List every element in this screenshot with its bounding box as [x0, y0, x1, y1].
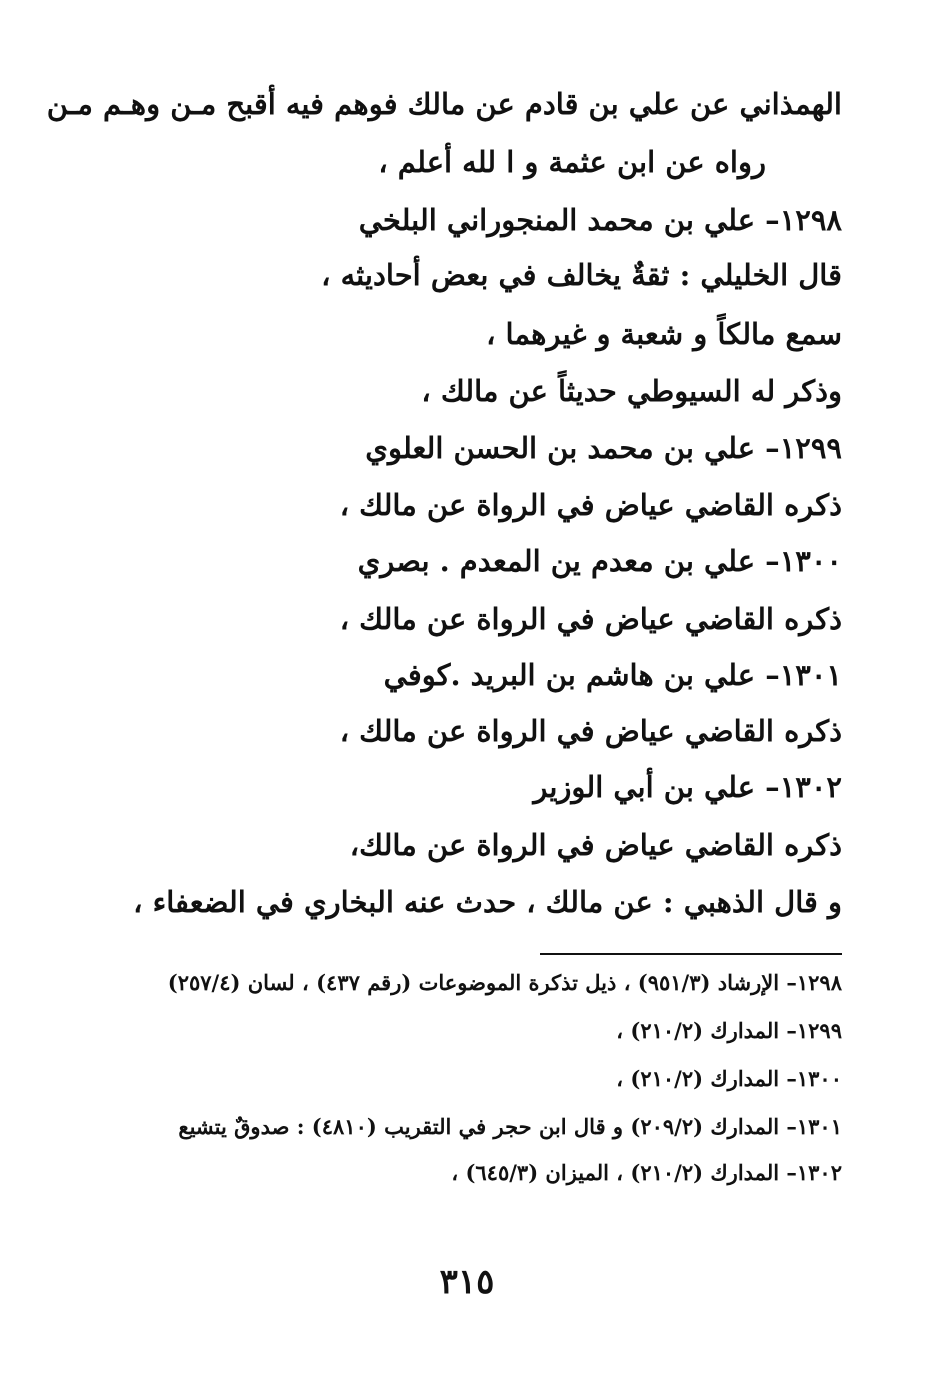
body-line-15: و قال الذهبي : عن مالك ، حدث عنه البخاري في الضعفاء ، — [133, 885, 842, 919]
body-line-4: قال الخليلي : ثقةٌ يخالف في بعض أحاديثه ، — [321, 258, 842, 292]
body-line-1: الهمذاني عن علي بن قادم عن مالك فوهم فيه أقبح مـن وهـم مـن — [46, 87, 842, 121]
entry-heading-1298: ١٢٩٨– علي بن محمد المنجوراني البلخي — [358, 203, 842, 237]
body-line-2: رواه عن ابن عثمة و ا لله أعلم ، — [378, 145, 766, 179]
footnote-1301: ١٣٠١– المدارك (٢٠٩/٢) و قال ابن حجر في التقريب (٤٨١٠) : صدوقٌ يتشيع — [178, 1114, 842, 1139]
footnote-1299: ١٢٩٩– المدارك (٢١٠/٢) ، — [616, 1018, 842, 1043]
entry-heading-1299: ١٢٩٩– علي بن محمد بن الحسن العلوي — [365, 431, 842, 465]
entry-heading-1301: ١٣٠١– علي بن هاشم بن البريد .كوفي — [383, 658, 842, 692]
page-number: ٣١٥ — [439, 1262, 495, 1302]
footnote-1302: ١٣٠٢– المدارك (٢١٠/٢) ، الميزان (٦٤٥/٣) ، — [451, 1160, 842, 1185]
body-line-12: ذكره القاضي عياض في الرواة عن مالك ، — [339, 714, 842, 748]
body-line-8: ذكره القاضي عياض في الرواة عن مالك ، — [339, 488, 842, 522]
body-line-6: وذكر له السيوطي حديثاً عن مالك ، — [421, 374, 842, 408]
body-line-14: ذكره القاضي عياض في الرواة عن مالك، — [349, 828, 842, 862]
footnote-1298: ١٢٩٨– الإرشاد (٩٥١/٣) ، ذيل تذكرة الموضوعات (رقم ٤٣٧) ، لسان (٢٥٧/٤) — [167, 970, 842, 995]
entry-heading-1302: ١٣٠٢– علي بن أبي الوزير — [533, 770, 842, 804]
footnote-separator — [540, 953, 842, 955]
body-line-10: ذكره القاضي عياض في الرواة عن مالك ، — [339, 602, 842, 636]
entry-heading-1300: ١٣٠٠– علي بن معدم ين المعدم . بصري — [357, 544, 842, 578]
body-line-5: سمع مالكاً و شعبة و غيرهما ، — [486, 317, 842, 351]
footnote-1300: ١٣٠٠– المدارك (٢١٠/٢) ، — [616, 1066, 842, 1091]
